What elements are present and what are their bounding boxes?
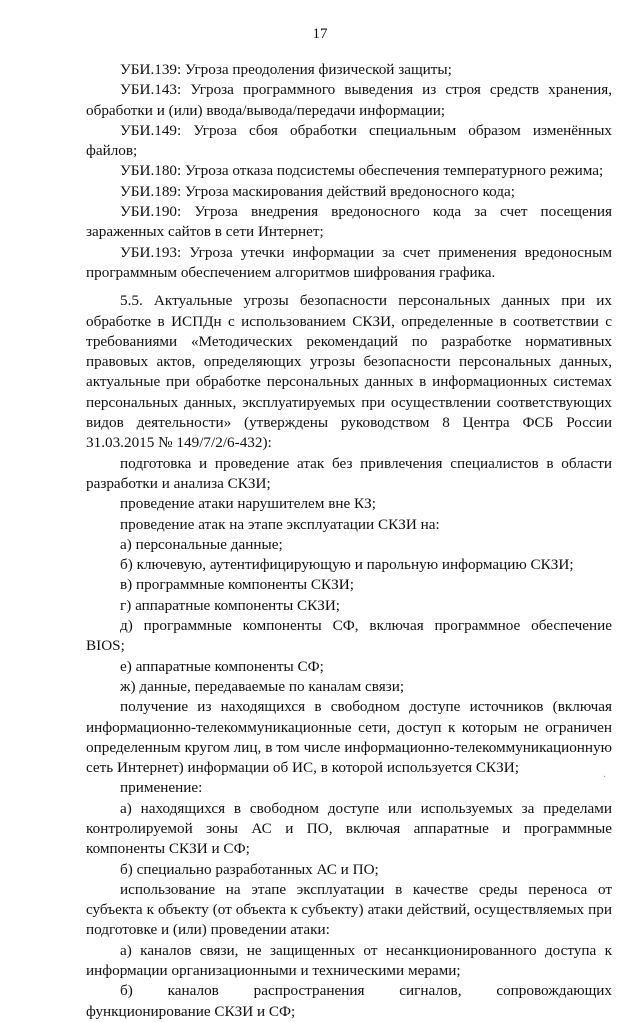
paragraph-list-item: б) специально разработанных АС и ПО;	[120, 860, 379, 878]
paragraph-ubi-189: УБИ.189: Угроза маскирования действий вредоносного кода;	[120, 182, 515, 200]
page-body	[86, 60, 612, 1022]
paragraph-list-item: получение из находящихся в свободном доступе источников (включая информационно-телекоммуникационные сети, доступ к которым не ограничен определенным кругом лиц, в том числе информационно-телекоммуникационную сеть Интернет) информации об ИС, в которой используется СКЗИ;	[86, 698, 612, 777]
paragraph-list-item: д) программные компоненты СФ, включая программное обеспечение BIOS;	[86, 617, 612, 655]
paragraph-list-item: ж) данные, передаваемые по каналам связи;	[120, 677, 405, 695]
paragraph-list-item: б) каналов распространения сигналов, сопровождающих функционирование СКЗИ и СФ;	[86, 982, 612, 1020]
paragraph-ubi-180: УБИ.180: Угроза отказа подсистемы обеспечения температурного режима;	[120, 162, 604, 180]
paragraph-list-item: применение:	[120, 779, 203, 797]
paragraph-ubi-193: УБИ.193: Угроза утечки информации за счет применения вредоносным программным обеспечением алгоритмов шифрования графика.	[86, 243, 612, 281]
paragraph-list-item: в) программные компоненты СКЗИ;	[120, 576, 354, 594]
paragraph-ubi-139: УБИ.139: Угроза преодоления физической защиты;	[120, 61, 452, 78]
paragraph-list-item: а) каналов связи, не защищенных от несанкционированного доступа к информации организационными и техническими мерами;	[86, 941, 612, 980]
paragraph-list-item: е) аппаратные компоненты СФ;	[120, 657, 324, 675]
page-number: 17	[312, 26, 328, 42]
paragraph-list-item: б) ключевую, аутентифицирующую и парольную информацию СКЗИ;	[120, 556, 574, 574]
paragraph-list-item: подготовка и проведение атак без привлечения специалистов в области разработки и анализа СКЗИ;	[86, 454, 612, 492]
scan-speck-mark: ·	[603, 772, 607, 783]
paragraph-list-item: г) аппаратные компоненты СКЗИ;	[120, 596, 341, 614]
paragraph-list-item: проведение атак на этапе эксплуатации СКЗИ на:	[120, 515, 440, 533]
paragraph-ubi-143: УБИ.143: Угроза программного выведения из строя средств хранения, обработки и (или) ввода/вывода/передачи информации;	[86, 81, 612, 119]
paragraph-ubi-149: УБИ.149: Угроза сбоя обработки специальным образом изменённых файлов;	[86, 121, 612, 160]
paragraph-list-item: а) персональные данные;	[120, 535, 283, 553]
paragraph-ubi-190: УБИ.190: Угроза внедрения вредоносного кода за счет посещения зараженных сайтов в сети Интернет;	[86, 203, 612, 241]
paragraph-section-5-5: 5.5. Актуальные угрозы безопасности персональных данных при их обработке в ИСПДн с использованием СКЗИ, определенные в соответствии с требованиями «Методических рекомендаций по разработке нормативных правовых актов, определяющих угрозы безопасности персональных данных, актуальные при обработке персональных данных в информационных системах персональных данных, эксплуатируемых при осуществлении соответствующих видов деятельности» (утверждены руководством 8 Центра ФСБ России 31.03.2015 № 149/7/2/6-432):	[86, 292, 612, 452]
paragraph-list-item: использование на этапе эксплуатации в качестве среды переноса от субъекта к объекту (от объекта к субъекту) атаки действий, осуществляемых при подготовке и (или) проведении атаки:	[86, 880, 612, 939]
paragraph-list-item: а) находящихся в свободном доступе или используемых за пределами контролируемой зоны АС и ПО, включая аппаратные и программные компоненты СКЗИ и СФ;	[86, 799, 612, 858]
paragraph-list-item: проведение атаки нарушителем вне КЗ;	[120, 495, 376, 513]
